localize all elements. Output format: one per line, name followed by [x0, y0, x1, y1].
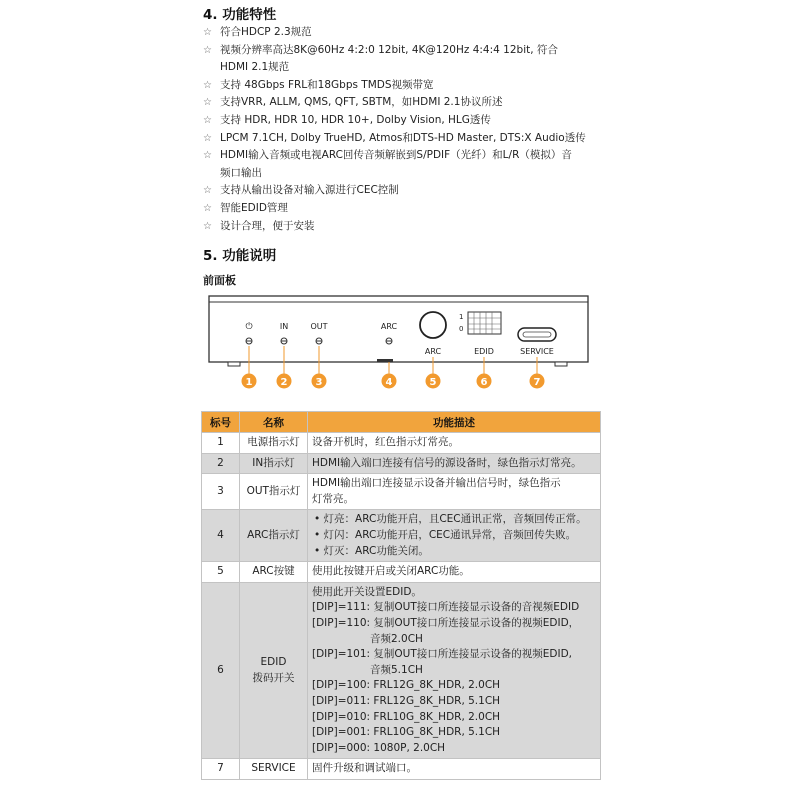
- row-description: [308, 453, 601, 474]
- description-bullet: • 灯灭：ARC功能关闭。: [314, 544, 429, 557]
- edid-label: EDID: [474, 347, 494, 356]
- table-row: [202, 582, 601, 759]
- power-led-label: ⏻: [245, 322, 253, 332]
- description-line: HDMI输入端口连接有信号的源设备时，绿色指示灯常亮。: [312, 456, 582, 469]
- star-bullet-icon: ☆: [203, 132, 212, 144]
- row-number: 3: [202, 474, 240, 510]
- feature-list: [203, 24, 623, 235]
- table-row: [202, 759, 601, 780]
- edid-setting-line: 音频2.0CH: [370, 632, 423, 645]
- star-bullet-icon: ☆: [203, 185, 212, 197]
- feature-text: 设计合理，便于安装: [220, 219, 315, 232]
- feature-item: [203, 77, 623, 95]
- star-bullet-icon: ☆: [203, 27, 212, 38]
- dip-label-1: 1: [459, 313, 464, 321]
- feature-text: LPCM 7.1CH, Dolby TrueHD, Atmos和DTS-HD Master, DTS:X Audio透传: [220, 131, 586, 144]
- feature-text: HDMI输入音频或电视ARC回传音频解嵌到S/PDIF（光纤）和L/R（模拟）音: [220, 149, 572, 162]
- arc-led-slot: [377, 359, 393, 362]
- row-number: 1: [202, 433, 240, 454]
- row-name: [240, 433, 308, 454]
- device-left-foot: [228, 362, 240, 366]
- callout-number: 5: [429, 377, 437, 388]
- edid-setting-line: [DIP]=111: 复制OUT接口所连接显示设备的音视频EDID: [312, 601, 580, 614]
- feature-item: [203, 42, 623, 77]
- row-name: [240, 759, 308, 780]
- row-description: [308, 582, 601, 759]
- edid-setting-line: [DIP]=101: 复制OUT接口所连接显示设备的视频EDID,: [312, 648, 573, 661]
- function-table: [201, 411, 601, 780]
- front-panel-diagram: [208, 293, 592, 391]
- arc-led: [386, 338, 392, 344]
- description-line: 固件升级和调试端口。: [312, 762, 417, 775]
- row-name-line: ARC按键: [252, 565, 295, 578]
- row-name: [240, 510, 308, 562]
- row-name: [240, 474, 308, 510]
- feature-text: 符合HDCP 2.3规范: [220, 26, 312, 38]
- callout-number: 3: [315, 377, 323, 388]
- star-bullet-icon: ☆: [203, 97, 212, 109]
- row-number: 7: [202, 759, 240, 780]
- feature-item: [203, 24, 623, 42]
- feature-text: 支持 HDR, HDR 10, HDR 10+, Dolby Vision, HLG透传: [220, 113, 491, 126]
- row-name-line: OUT指示灯: [246, 484, 301, 497]
- edid-setting-line: [DIP]=001: FRL10G_8K_HDR, 5.1CH: [312, 726, 501, 739]
- feature-text: 视频分辨率高达8K@60Hz 4:2:0 12bit, 4K@120Hz 4:4:4 12bit, 符合: [220, 43, 558, 56]
- description-line: 灯常亮。: [312, 492, 354, 505]
- table-row: [202, 433, 601, 454]
- row-name: [240, 562, 308, 583]
- header-name: 名称: [240, 412, 308, 433]
- feature-item: [203, 147, 623, 182]
- feature-item: [203, 112, 623, 130]
- table-header-row: [202, 412, 601, 433]
- row-description: [308, 510, 601, 562]
- feature-text: HDMI 2.1规范: [220, 61, 290, 74]
- feature-text: 频口输出: [220, 166, 262, 179]
- section-heading-description: 5. 功能说明: [203, 248, 277, 264]
- row-number: 2: [202, 453, 240, 474]
- in-led-label: IN: [279, 322, 289, 331]
- description-line: 使用此按键开启或关闭ARC功能。: [312, 565, 470, 578]
- out-led-label: OUT: [310, 322, 328, 331]
- star-bullet-icon: ☆: [203, 150, 212, 162]
- row-name-line: SERVICE: [251, 762, 296, 775]
- service-label: SERVICE: [520, 347, 554, 356]
- feature-item: [203, 130, 623, 148]
- feature-text: 支持从输出设备对输入源进行CEC控制: [220, 184, 399, 197]
- row-name-line: 电源指示灯: [247, 436, 300, 448]
- edid-setting-line: [DIP]=010: FRL10G_8K_HDR, 2.0CH: [312, 710, 501, 723]
- arc-led-label: ARC: [380, 322, 398, 331]
- in-led: [281, 338, 287, 344]
- row-name-line: IN指示灯: [252, 456, 295, 469]
- edid-setting-line: 音频5.1CH: [370, 663, 423, 676]
- device-right-foot: [555, 362, 567, 366]
- header-num: 标号: [202, 412, 240, 433]
- header-desc: 功能描述: [308, 412, 601, 433]
- callout-number: 7: [533, 377, 541, 388]
- edid-setting-line: [DIP]=110: 复制OUT接口所连接显示设备的视频EDID，: [312, 616, 580, 629]
- row-description: [308, 562, 601, 583]
- service-port-inner: [523, 332, 551, 337]
- description-line: 设备开机时，红色指示灯常亮。: [312, 436, 459, 448]
- row-number: 5: [202, 562, 240, 583]
- feature-item: [203, 94, 623, 112]
- callout-number: 6: [480, 377, 488, 388]
- feature-item: [203, 182, 623, 200]
- callout-number: 2: [280, 377, 288, 388]
- star-bullet-icon: ☆: [203, 220, 212, 232]
- front-panel-title: 前面板: [203, 274, 236, 287]
- row-name-line: EDID: [260, 655, 287, 668]
- row-name-line: 拨码开关: [252, 671, 295, 684]
- edid-setting-line: [DIP]=011: FRL12G_8K_HDR, 5.1CH: [312, 694, 501, 707]
- star-bullet-icon: ☆: [203, 202, 212, 214]
- table-row: [202, 510, 601, 562]
- feature-item: [203, 218, 623, 236]
- edid-setting-line: [DIP]=000: 1080P, 2.0CH: [312, 741, 446, 754]
- edid-dip-switch[interactable]: [468, 312, 501, 334]
- star-bullet-icon: ☆: [203, 79, 212, 91]
- description-bullet: • 灯闪：ARC功能开启，CEC通讯异常，音频回传失败。: [314, 528, 577, 541]
- row-description: [308, 474, 601, 510]
- arc-button[interactable]: [420, 312, 446, 338]
- edid-setting-line: [DIP]=100: FRL12G_8K_HDR, 2.0CH: [312, 679, 501, 692]
- row-name: [240, 582, 308, 759]
- description-line: HDMI输出端口连接显示设备并输出信号时，绿色指示: [312, 477, 561, 490]
- callout-number: 1: [245, 377, 253, 388]
- out-led: [316, 338, 322, 344]
- table-row: [202, 562, 601, 583]
- feature-text: 智能EDID管理: [220, 201, 288, 214]
- row-number: 6: [202, 582, 240, 759]
- feature-text: 支持 48Gbps FRL和18Gbps TMDS视频带宽: [220, 78, 434, 91]
- section-heading-features: 4. 功能特性: [203, 7, 277, 23]
- table-row: [202, 474, 601, 510]
- table-row: [202, 453, 601, 474]
- row-name: [240, 453, 308, 474]
- callout-markers: [242, 374, 545, 389]
- star-bullet-icon: ☆: [203, 44, 212, 56]
- star-bullet-icon: ☆: [203, 114, 212, 126]
- feature-item: [203, 200, 623, 218]
- dip-label-0: 0: [459, 325, 464, 333]
- feature-text: 支持VRR, ALLM, QMS, QFT, SBTM，如HDMI 2.1协议所述: [220, 96, 503, 109]
- description-bullet: • 灯亮：ARC功能开启，且CEC通讯正常，音频回传正常。: [314, 513, 587, 526]
- edid-setting-line: 使用此开关设置EDID。: [312, 585, 422, 598]
- row-description: [308, 759, 601, 780]
- row-number: 4: [202, 510, 240, 562]
- row-name-line: ARC指示灯: [247, 528, 300, 541]
- callout-number: 4: [385, 377, 393, 388]
- power-led: [246, 338, 252, 344]
- row-description: [308, 433, 601, 454]
- arc-button-label: ARC: [424, 347, 442, 356]
